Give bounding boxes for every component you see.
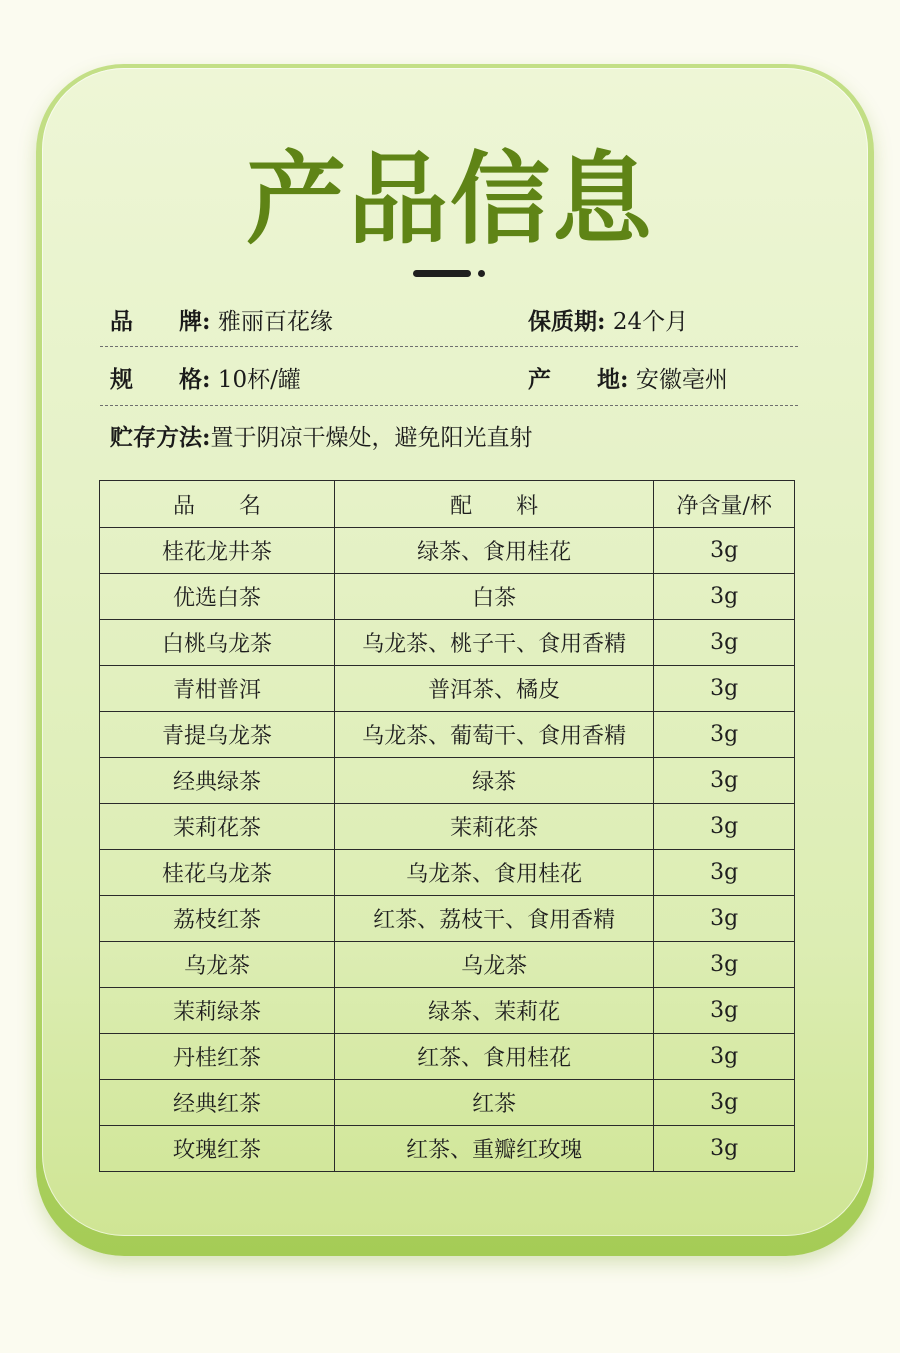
cell-net-content: 3g <box>654 1080 795 1126</box>
cell-net-content: 3g <box>654 574 795 620</box>
table-row <box>100 1080 795 1126</box>
cell-ingredients: 普洱茶、橘皮 <box>335 666 654 712</box>
cell-ingredients: 乌龙茶、葡萄干、食用香精 <box>335 712 654 758</box>
cell-net-content: 3g <box>654 850 795 896</box>
info-row-spec-origin <box>100 361 800 401</box>
cell-product-name: 玫瑰红茶 <box>100 1126 335 1172</box>
table-row <box>100 988 795 1034</box>
spec-field <box>110 361 301 394</box>
header-net-content: 净含量/杯 <box>654 481 795 528</box>
table-row <box>100 666 795 712</box>
table-row <box>100 1034 795 1080</box>
spec-value: 10杯/罐 <box>217 367 301 393</box>
cell-net-content: 3g <box>654 528 795 574</box>
table-header-row <box>100 481 795 528</box>
shelf-life-label: 保质期: <box>528 308 606 335</box>
cell-product-name: 桂花龙井茶 <box>100 528 335 574</box>
cell-product-name: 经典红茶 <box>100 1080 335 1126</box>
header-product-name: 品 名 <box>100 481 335 528</box>
cell-ingredients: 绿茶、食用桂花 <box>335 528 654 574</box>
cell-product-name: 丹桂红茶 <box>100 1034 335 1080</box>
cell-product-name: 桂花乌龙茶 <box>100 850 335 896</box>
cell-ingredients: 绿茶 <box>335 758 654 804</box>
page-title: 产品信息 <box>246 141 654 258</box>
info-row-brand-shelf <box>100 303 800 343</box>
cell-ingredients: 白茶 <box>335 574 654 620</box>
origin-label: 产 地: <box>528 366 629 393</box>
cell-ingredients: 红茶 <box>335 1080 654 1126</box>
header-ingredients: 配 料 <box>335 481 654 528</box>
cell-net-content: 3g <box>654 1034 795 1080</box>
origin-field <box>528 361 728 394</box>
cell-product-name: 优选白茶 <box>100 574 335 620</box>
storage-label: 贮存方法: <box>110 424 211 451</box>
table-row <box>100 758 795 804</box>
storage-value: 置于阴凉干燥处，避免阳光直射 <box>210 425 533 451</box>
cell-net-content: 3g <box>654 666 795 712</box>
cell-product-name: 茉莉花茶 <box>100 804 335 850</box>
divider-dot <box>478 270 485 277</box>
cell-product-name: 白桃乌龙茶 <box>100 620 335 666</box>
brand-field <box>110 303 333 336</box>
cell-product-name: 经典绿茶 <box>100 758 335 804</box>
table-row <box>100 574 795 620</box>
cell-ingredients: 乌龙茶 <box>335 942 654 988</box>
table-row <box>100 804 795 850</box>
cell-net-content: 3g <box>654 712 795 758</box>
shelf-life-field <box>528 303 688 336</box>
spec-label: 规 格: <box>110 366 211 393</box>
cell-product-name: 乌龙茶 <box>100 942 335 988</box>
ingredients-table <box>99 480 795 1172</box>
cell-net-content: 3g <box>654 896 795 942</box>
cell-ingredients: 红茶、食用桂花 <box>335 1034 654 1080</box>
divider-bar <box>413 270 471 277</box>
cell-net-content: 3g <box>654 1126 795 1172</box>
cell-product-name: 茉莉绿茶 <box>100 988 335 1034</box>
origin-value: 安徽亳州 <box>635 367 728 393</box>
cell-product-name: 荔枝红茶 <box>100 896 335 942</box>
cell-net-content: 3g <box>654 804 795 850</box>
cell-ingredients: 红茶、荔枝干、食用香精 <box>335 896 654 942</box>
table-row <box>100 528 795 574</box>
table-row <box>100 712 795 758</box>
table-row <box>100 620 795 666</box>
cell-product-name: 青柑普洱 <box>100 666 335 712</box>
table-row <box>100 1126 795 1172</box>
cell-net-content: 3g <box>654 942 795 988</box>
cell-net-content: 3g <box>654 988 795 1034</box>
table-row <box>100 942 795 988</box>
cell-product-name: 青提乌龙茶 <box>100 712 335 758</box>
shelf-life-value: 24个月 <box>612 309 689 335</box>
cell-ingredients: 乌龙茶、食用桂花 <box>335 850 654 896</box>
dashed-divider <box>100 346 798 347</box>
cell-ingredients: 绿茶、茉莉花 <box>335 988 654 1034</box>
storage-field <box>110 419 533 452</box>
cell-ingredients: 红茶、重瓣红玫瑰 <box>335 1126 654 1172</box>
dashed-divider <box>100 405 798 406</box>
cell-net-content: 3g <box>654 758 795 804</box>
brand-label: 品 牌: <box>110 308 211 335</box>
info-row-storage <box>100 419 800 459</box>
cell-ingredients: 茉莉花茶 <box>335 804 654 850</box>
brand-value: 雅丽百花缘 <box>217 309 333 335</box>
table-row <box>100 850 795 896</box>
table-row <box>100 896 795 942</box>
cell-net-content: 3g <box>654 620 795 666</box>
cell-ingredients: 乌龙茶、桃子干、食用香精 <box>335 620 654 666</box>
